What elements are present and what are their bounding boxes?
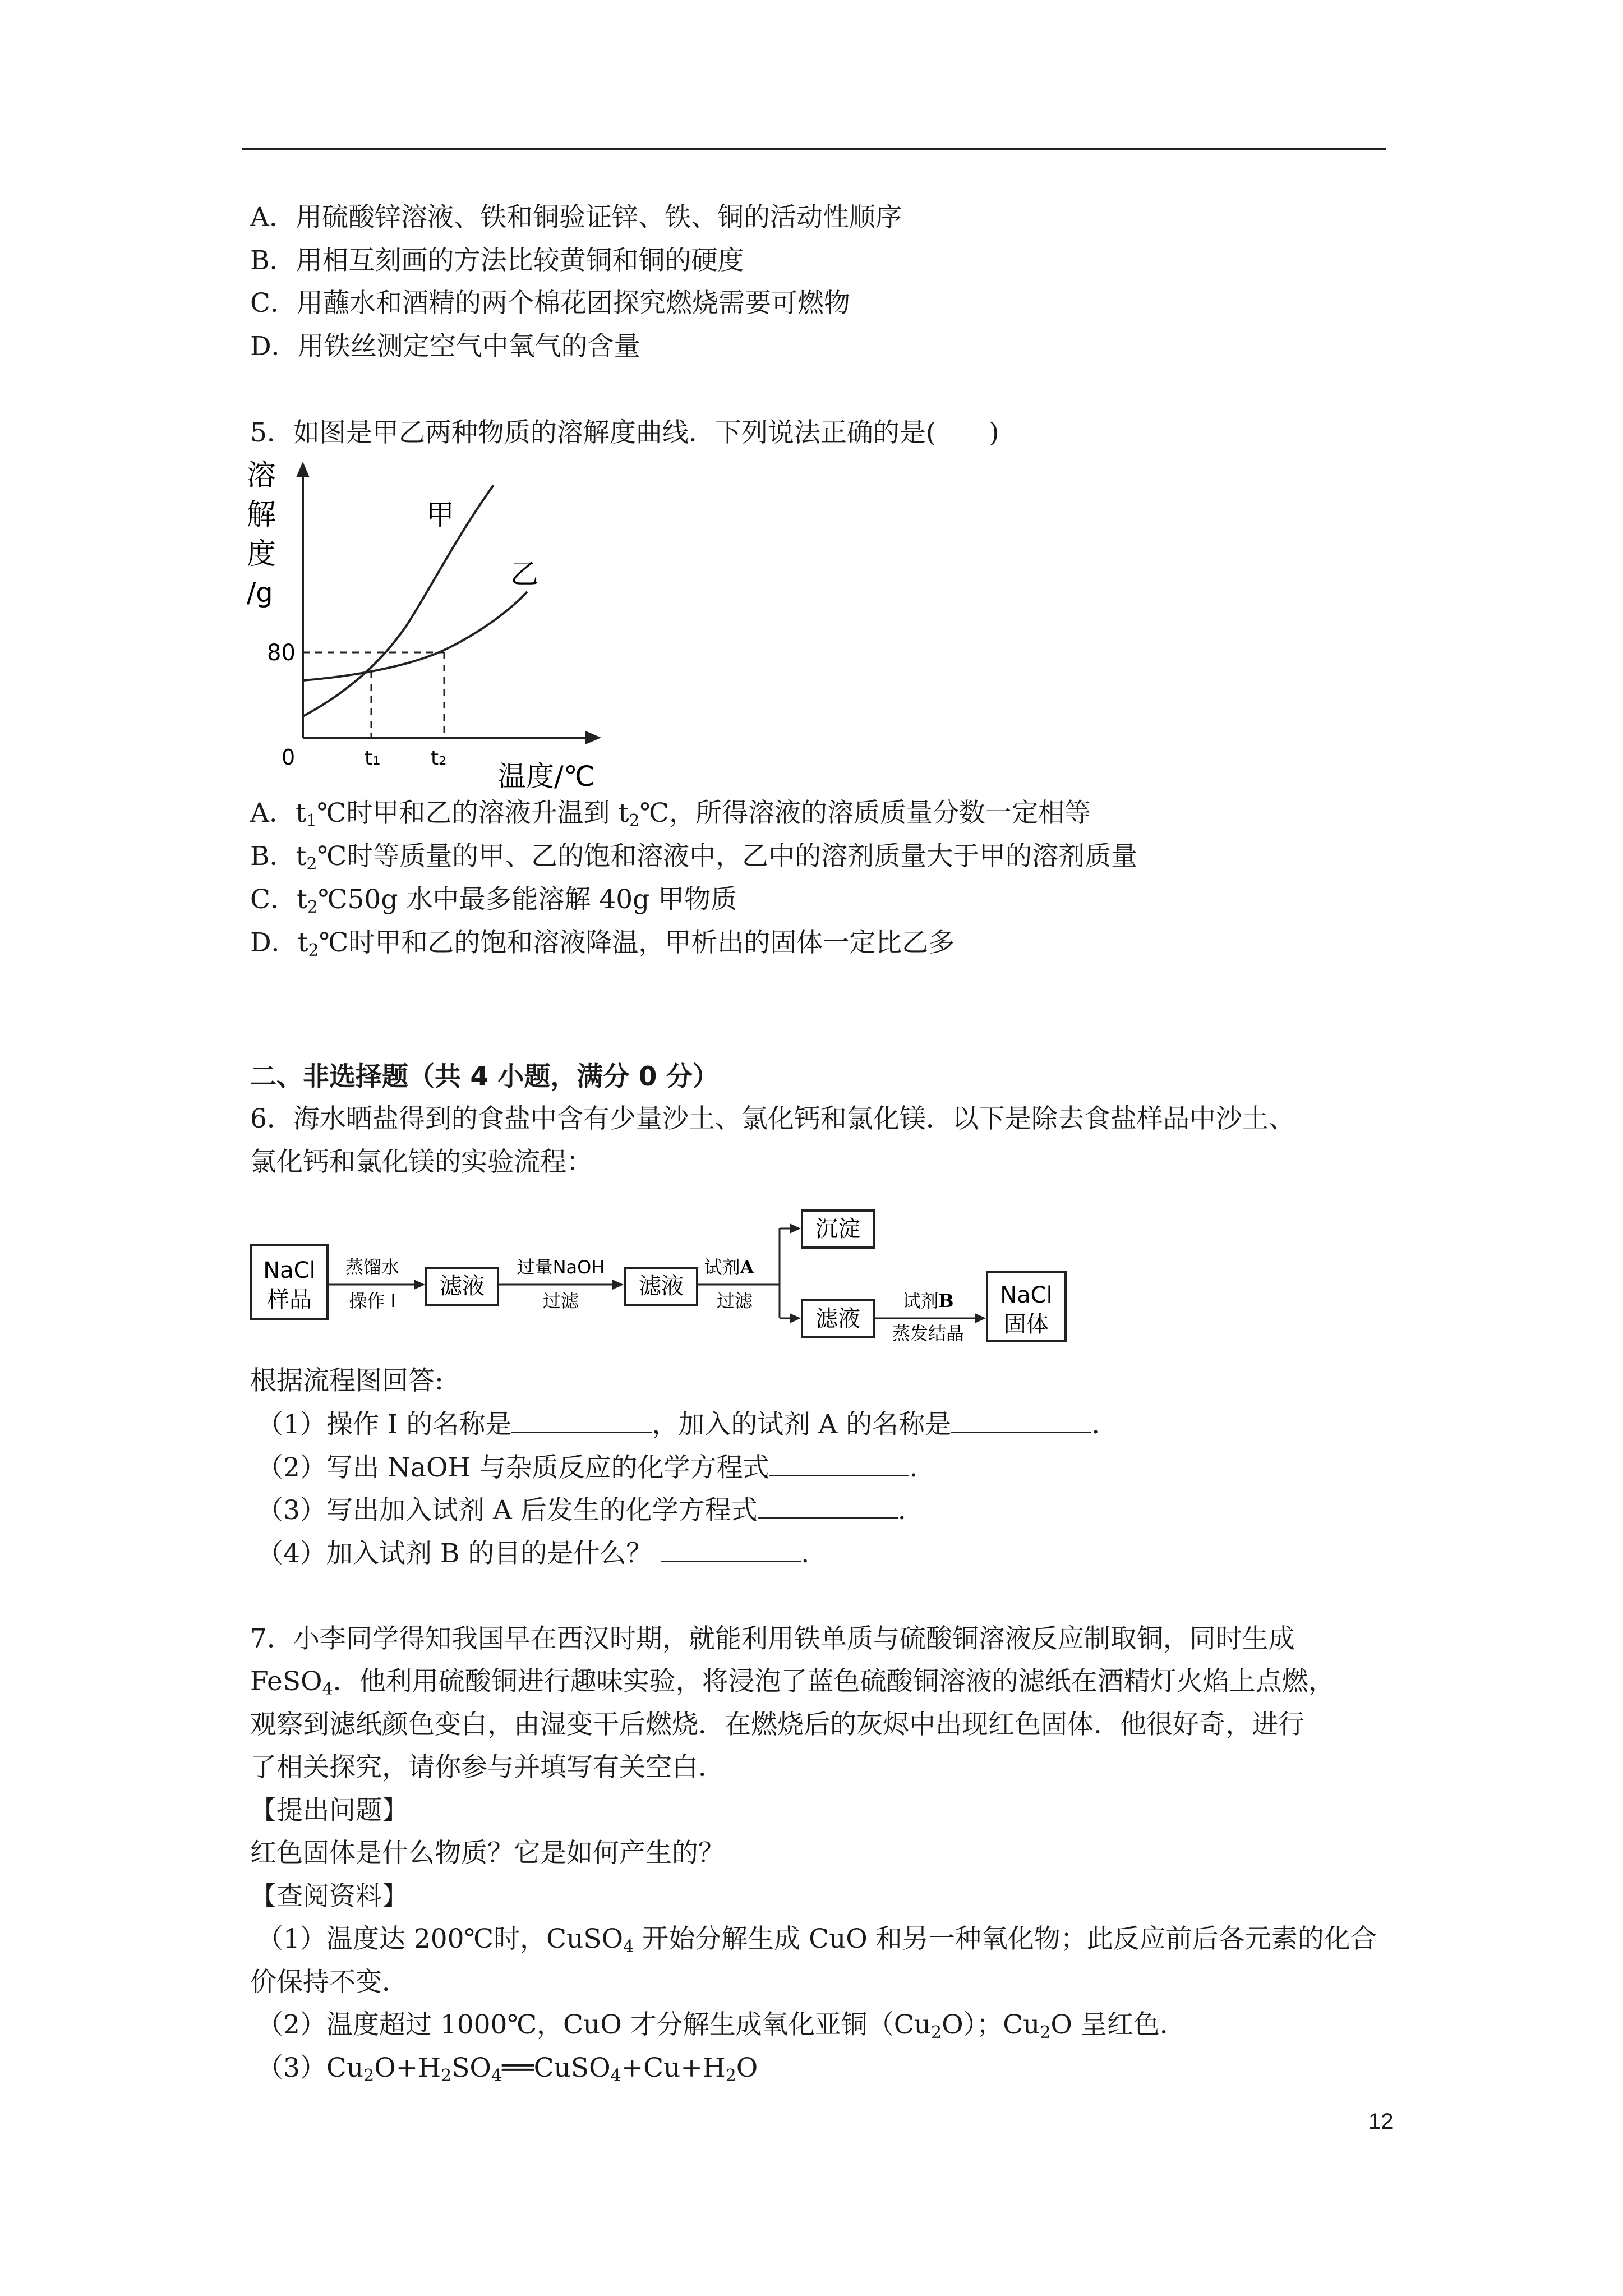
q5-stem: 5．如图是甲乙两种物质的溶解度曲线．下列说法正确的是( ) xyxy=(250,417,999,448)
q6-stem-line2: 氯化钙和氯化镁的实验流程： xyxy=(250,1147,593,1177)
q7-material-3: $(3)Cu_2O+H_2SO_4══CuSO_4+Cu+H_2O$ xyxy=(257,2053,758,2086)
q7-heading-question: 【提出问题】 xyxy=(250,1795,408,1826)
page-number: 12 xyxy=(1368,2109,1394,2134)
q7-line2: FeSO$_4$．他利用硫酸铜进行趣味实验，将浸泡了蓝色硫酸铜溶液的滤纸在酒精灯火焰上点燃， xyxy=(250,1666,1335,1699)
q6-sub3: （3）写出加入试剂 A 后发生的化学方程式 . xyxy=(257,1493,906,1527)
curve-yi xyxy=(303,592,527,680)
arrow-1-bottom: 操作 I xyxy=(349,1290,396,1312)
arrow-4-top: 试剂B xyxy=(902,1290,954,1312)
q7-line3: 观察到滤纸颜色变白，由湿变干后燃烧．在燃烧后的灰烬中出现红色固体．他很好奇，进行 xyxy=(250,1709,1304,1740)
box-precipitate-label: 沉淀 xyxy=(815,1216,860,1242)
box-filtrate-1-label: 滤液 xyxy=(440,1273,485,1299)
answer-blank-5[interactable] xyxy=(661,1536,801,1562)
arrow-3-top: 试剂A xyxy=(704,1257,754,1278)
box-nacl-sample-line2: 样品 xyxy=(267,1287,312,1313)
arrow-1-top: 蒸馏水 xyxy=(345,1257,400,1278)
arrow-2-bottom: 过滤 xyxy=(542,1290,579,1312)
q6-sub2: （2）写出 NaOH 与杂质反应的化学方程式 . xyxy=(257,1450,917,1485)
curve-jia xyxy=(303,485,494,716)
q4-option-b: B．用相互刻画的方法比较黄铜和铜的硬度 xyxy=(250,245,744,276)
q7-line1: 7．小李同学得知我国早在西汉时期，就能利用铁单质与硫酸铜溶液反应制取铜，同时生成 xyxy=(250,1623,1295,1654)
curve-label-jia: 甲 xyxy=(426,499,454,531)
box-nacl-solid-line2: 固体 xyxy=(1004,1312,1049,1337)
q4-option-d: D．用铁丝测定空气中氧气的含量 xyxy=(250,331,640,362)
x-axis-label: 温度/℃ xyxy=(498,760,595,793)
q6-sub1: （1）操作 I 的名称是 ，加入的试剂 A 的名称是 . xyxy=(257,1407,1100,1442)
flowchart xyxy=(247,1195,1077,1346)
origin-label: 0 xyxy=(282,745,296,770)
y-label-char-1: 溶 xyxy=(247,459,276,493)
section-heading: 二、非选择题（共 4 小题，满分 0 分） xyxy=(250,1061,719,1092)
y-axis-arrow xyxy=(296,462,310,477)
arrow-3-bottom: 过滤 xyxy=(716,1290,753,1312)
q6-sub4: （4）加入试剂 B 的目的是什么？ . xyxy=(257,1536,809,1571)
q7-material-1-cont: 价保持不变． xyxy=(250,1967,408,1998)
curve-label-yi: 乙 xyxy=(510,558,538,590)
q5-option-c: C．$t_2℃50g$ 水中最多能溶解 40g 甲物质 xyxy=(250,884,737,917)
x-tick-t1: t₁ xyxy=(365,747,381,770)
q4-option-a: A．用硫酸锌溶液、铁和铜验证锌、铁、铜的活动性顺序 xyxy=(250,202,902,233)
solubility-chart xyxy=(247,457,628,794)
box-filtrate-3-label: 滤液 xyxy=(815,1306,860,1332)
x-axis-arrow xyxy=(585,731,601,744)
q4-option-c: C．用蘸水和酒精的两个棉花团探究燃烧需要可燃物 xyxy=(250,288,850,319)
q5-option-a: A．$t_1℃$时甲和乙的溶液升温到 $t_2℃$，所得溶液的溶质质量分数一定相等 xyxy=(250,798,1091,831)
y-tick-80: 80 xyxy=(267,640,296,666)
arrow-4-bottom: 蒸发结晶 xyxy=(892,1323,965,1344)
answer-blank-2[interactable] xyxy=(951,1407,1091,1433)
y-label-char-4: /g xyxy=(247,577,273,609)
answer-blank-3[interactable] xyxy=(769,1450,909,1476)
q7-question: 红色固体是什么物质？它是如何产生的？ xyxy=(250,1838,725,1869)
box-filtrate-2-label: 滤液 xyxy=(639,1273,684,1299)
q7-line4: 了相关探究，请你参与并填写有关空白． xyxy=(250,1752,725,1783)
box-nacl-solid-line1: NaCl xyxy=(1000,1282,1053,1308)
arrow-2-top: 过量NaOH xyxy=(517,1257,605,1278)
q5-option-d: D．$t_2℃$时甲和乙的饱和溶液降温，甲析出的固体一定比乙多 xyxy=(250,927,955,960)
y-label-char-3: 度 xyxy=(247,537,276,571)
box-nacl-sample-line1: NaCl xyxy=(263,1258,316,1283)
q6-stem-line1: 6．海水晒盐得到的食盐中含有少量沙土、氯化钙和氯化镁．以下是除去食盐样品中沙土、 xyxy=(250,1103,1295,1134)
q6-intro: 根据流程图回答: xyxy=(250,1365,444,1396)
answer-blank-4[interactable] xyxy=(758,1493,898,1519)
q5-option-b: B．$t_2℃$时等质量的甲、乙的饱和溶液中，乙中的溶剂质量大于甲的溶剂质量 xyxy=(250,841,1138,874)
q7-material-1: （1）温度达 200℃时，CuSO$_4$ 开始分解生成 CuO 和另一种氧化物；此反应前后各元素的化合 xyxy=(257,1924,1377,1957)
q7-heading-material: 【查阅资料】 xyxy=(250,1881,408,1912)
y-label-char-2: 解 xyxy=(247,498,276,532)
header-rule xyxy=(242,148,1386,150)
answer-blank-1[interactable] xyxy=(511,1407,652,1433)
q7-material-2: （2）温度超过 1000℃，CuO 才分解生成氧化亚铜$(Cu_2O)$；$Cu_2O$ 呈红色． xyxy=(257,2009,1186,2042)
x-tick-t2: t₂ xyxy=(431,747,447,770)
